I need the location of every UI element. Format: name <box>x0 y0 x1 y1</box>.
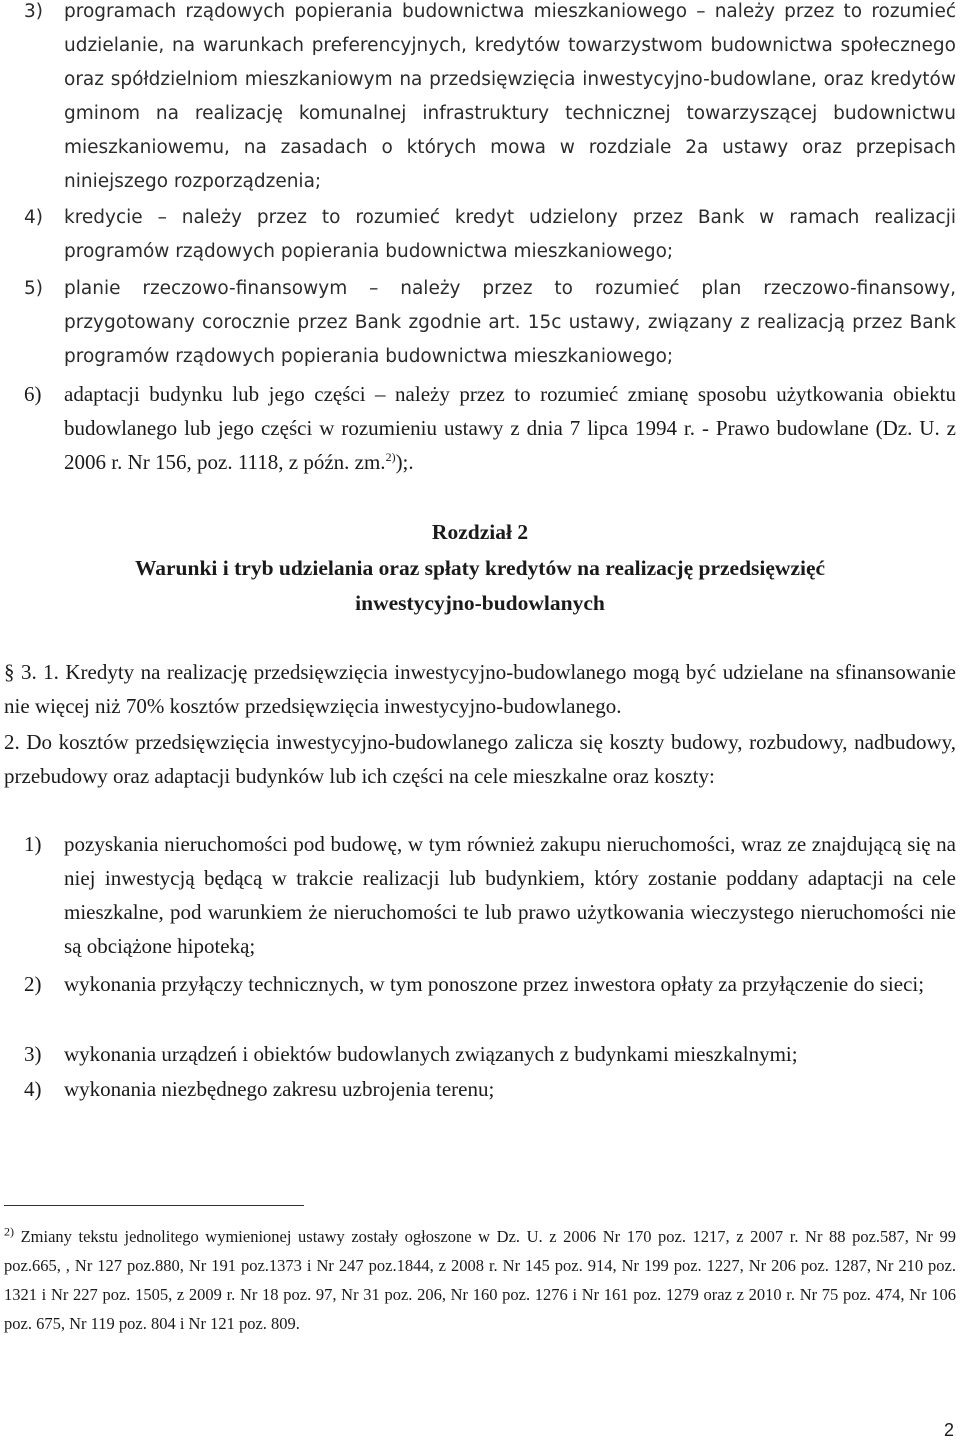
cost-item-3 <box>24 1037 956 1071</box>
cost-item-number: 3) <box>24 1042 42 1066</box>
cost-item-number: 4) <box>24 1077 42 1101</box>
cost-item-text: pozyskania nieruchomości pod budowę, w tym również zakupu nieruchomości, wraz ze znajdującą się na niej inwestycją będącą w trakcie realizacji lub budynkiem, który zostanie poddany adaptacji na cele mieszkalne, pod warunkiem że nieruchomości te lub prawo użytkowania wieczystego nieruchomości nie są obciążone hipoteką; <box>64 832 956 958</box>
definition-item-text: programach rządowych popierania budownictwa mieszkaniowego – należy przez to rozumieć udzielanie, na warunkach preferencyjnych, kredytów towarzystwom budownictwa społecznego oraz spółdzielniom mieszkaniowym na przedsięwzięcia inwestycyjno-budowlane, oraz kredytów gminom na realizację komunalnej infrastruktury technicznej towarzyszącej budownictwu mieszkaniowemu, na zasadach o których mowa w rozdziale 2a ustawy oraz przepisach niniejszego rozporządzenia; <box>64 1 956 192</box>
definition-text-main: adaptacji budynku lub jego części – należy przez to rozumieć zmianę sposobu użytkowania obiektu budowlanego lub jego części w rozumieniu ustawy z dnia 7 lipca 1994 r. - Prawo budowlane (Dz. U. z 2006 r. Nr 156, poz. 1118, z późn. zm. <box>64 382 956 474</box>
definition-item-5 <box>24 272 956 374</box>
chapter-title-line-1: Warunki i tryb udzielania oraz spłaty kredytów na realizację przedsięwzięć <box>134 556 826 580</box>
definition-item-text: planie rzeczowo-finansowym – należy przez to rozumieć plan rzeczowo-finansowy, przygotowany corocznie przez Bank zgodnie art. 15c ustawy, związany z realizacją przez Bank programów rządowych popierania budownictwa mieszkaniowego; <box>64 278 956 367</box>
definition-text-end: );. <box>395 450 414 474</box>
definition-item-number: 4) <box>24 207 43 228</box>
definition-item-4 <box>24 201 956 269</box>
definition-item-text <box>64 377 956 479</box>
cost-item-2 <box>24 967 956 1001</box>
section-3-paragraph-2: 2. Do kosztów przedsięwzięcia inwestycyjno-budowlanego zalicza się koszty budowy, rozbudowy, nadbudowy, przebudowy oraz adaptacji budynków lub ich części na cele mieszkalne oraz koszty: <box>4 730 956 788</box>
cost-item-1 <box>24 827 956 963</box>
definition-item-6 <box>24 377 956 479</box>
footnote-reference: 2) <box>385 450 396 464</box>
chapter-number: Rozdział 2 <box>431 520 529 544</box>
footnote-marker: 2) <box>4 1224 14 1239</box>
cost-item-text: wykonania niezbędnego zakresu uzbrojenia terenu; <box>64 1077 495 1101</box>
footnote-separator <box>4 1205 304 1206</box>
cost-item-text: wykonania przyłączy technicznych, w tym ponoszone przez inwestora opłaty za przyłączenie do sieci; <box>64 972 925 996</box>
footnote-text: Zmiany tekstu jednolitego wymienionej ustawy zostały ogłoszone w Dz. U. z 2006 Nr 170 poz. 1217, z 2007 r. Nr 88 poz.587, Nr 99 poz.665, , Nr 127 poz.880, Nr 191 poz.1373 i Nr 247 poz.1844, z 2008 r. Nr 145 poz. 914, Nr 199 poz. 1227, Nr 206 poz. 1287, Nr 210 poz. 1321 i Nr 227 poz. 1505, z 2009 r. Nr 18 poz. 97, Nr 31 poz. 206, Nr 160 poz. 1276 i Nr 161 poz. 1279 oraz z 2010 r. Nr 75 poz. 474, Nr 106 poz. 675, Nr 119 poz. 804 i Nr 121 poz. 809. <box>4 1227 957 1333</box>
page-number: 2 <box>943 1420 954 1440</box>
cost-item-number: 1) <box>24 832 42 856</box>
footnote <box>4 1222 956 1338</box>
section-3-paragraph-1: § 3. 1. Kredyty na realizację przedsięwzięcia inwestycyjno-budowlanego mogą być udzielane na sfinansowanie nie więcej niż 70% kosztów przedsięwzięcia inwestycyjno-budowlanego. <box>4 660 956 718</box>
chapter-title-line-2: inwestycyjno-budowlanych <box>355 591 605 615</box>
definition-item-3 <box>24 0 956 199</box>
definition-item-number: 5) <box>24 278 43 299</box>
cost-item-number: 2) <box>24 972 42 996</box>
cost-item-text: wykonania urządzeń i obiektów budowlanych związanych z budynkami mieszkalnymi; <box>64 1042 798 1066</box>
cost-item-4 <box>24 1072 956 1106</box>
definition-item-number: 6) <box>24 382 42 406</box>
definition-item-number: 3) <box>24 1 43 22</box>
definition-item-text: kredycie – należy przez to rozumieć kredyt udzielony przez Bank w ramach realizacji programów rządowych popierania budownictwa mieszkaniowego; <box>64 207 956 262</box>
